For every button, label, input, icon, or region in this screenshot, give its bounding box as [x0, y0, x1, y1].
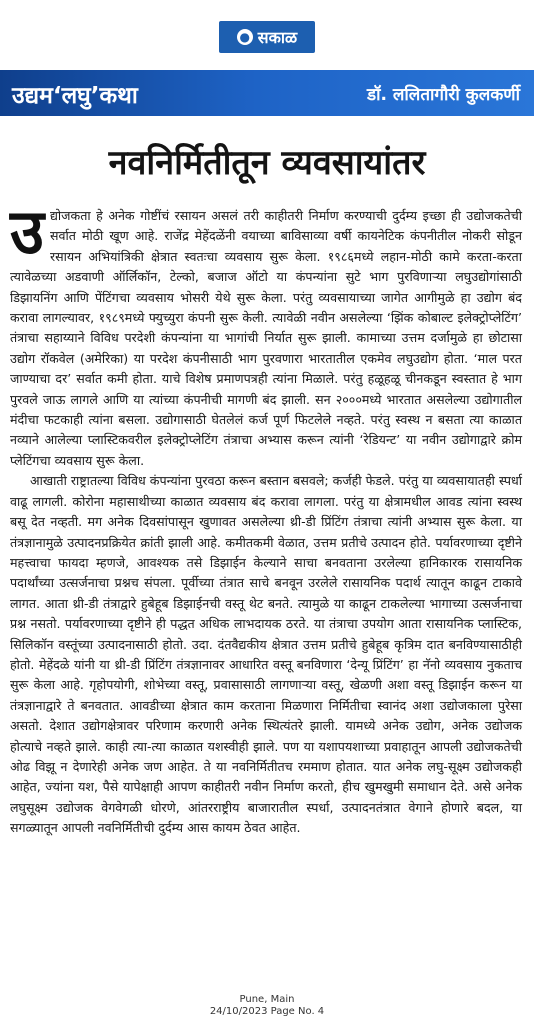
- article-paragraph-1: द्योजकता हे अनेक गोष्टींचं रसायन असलं तरी काहीतरी निर्माण करण्याची दुर्दम्य इच्छा ही उद्योजकतेची सर्वात मोठी खूण आहे. राजेंद्र मेहेंदळेंनी वयाच्या बाविसाव्या वर्षी कायनेटिक कंपनीतील नोकरी सोडून रसायन अभियांत्रिकी क्षेत्रात स्वतःचा व्यवसाय सुरू केला. १९८६मध्ये लहान-मोठी कामे करता-करता त्यावेळच्या अडवाणी ऑर्लिकॉन, टेल्को, बजाज ऑटो या कंपन्यांना सुटे भाग पुरविणाऱ्या लघुउद्योगांसाठी डिझायनिंग आणि पेंटिंगचा व्यवसाय भोसरी येथे सुरू केला. परंतु व्यवसायाच्या जागेत आगीमुळे हा उद्योग बंद करावा लागल्यावर, १९८९मध्ये फ्युच्युरा कंपनी सुरू केली. त्यावेळी नवीन असलेल्या ‘झिंक कोबाल्ट इलेक्ट्रोप्लेटिंग’ तंत्राचा सहाय्याने विविध परदेशी कंपन्यांना या भागांची निर्यात सुरू झाली. कामाच्या उत्तम दर्जामुळे हा छोटासा उद्योग रॉकवेल (अमेरिका) या परदेश कंपनीसाठी भाग पुरवणारा भारतातील एकमेव लघुउद्योग होता. ‘माल परत जाण्याचा दर’ सर्वात कमी होता. याचे विशेष प्रमाणपत्रही त्यांना मिळाले. परंतु हळूहळू चीनकडून स्वस्तात हे भाग पुरवले जाऊ लागले आणि या त्यांच्या कंपनीची मागणी बंद झाली. सन २०००मध्ये भारतात असलेल्या उद्योगातील मंदीचा फटकाही त्यांना बसला. उद्योगासाठी घेतलेलं कर्ज पूर्ण फिटलेले नव्हते. परंतु स्वस्थ न बसता त्या काळात नव्याने आलेल्या प्लास्टिकवरील इलेक्ट्रोप्लेटिंग तंत्राचा अभ्यास करून त्यांनी ‘रेडियन्ट’ या नवीन उद्योगाद्वारे क्रोम प्लेटिंगचा व्यवसाय सुरू केला.: [10, 208, 522, 468]
- column-author: डॉ. ललितागौरी कुलकर्णी: [366, 85, 520, 105]
- sakal-emblem-icon: ●: [237, 29, 253, 45]
- newspaper-logo: [219, 21, 315, 53]
- article-body: [10, 195, 522, 839]
- logo-text: सकाळ: [257, 28, 298, 47]
- article-paragraph-2: आखाती राष्ट्रातल्या विविध कंपन्यांना पुरवठा करून बस्तान बसवले; कर्जही फेडले. परंतु या व्यवसायातही स्पर्धा वाढू लागली. कोरोना महासाथीच्या काळात व्यवसाय बंद करावा लागला. परंतु या क्षेत्रामधील आवड त्यांना स्वस्थ बसू देत नव्हती. मग अनेक दिवसांपासून खुणावत असलेल्या थ्री-डी प्रिंटिंग तंत्राचा त्यांनी अभ्यास सुरू केला. या तंत्रज्ञानामुळे उत्पादनप्रक्रियेत क्रांती झाली आहे. कमीतकमी वेळात, उत्तम प्रतीचे उत्पादन होते. पर्यावरणाच्या दृष्टीने महत्त्वाचा फायदा म्हणजे, आवश्यक तसे डिझाईन केल्याने साचा बनवताना उरलेल्या हानिकारक रासायनिक पदार्थांच्या उत्सर्जनाचा प्रश्नच संपला. पूर्वीच्या तंत्रात साचे बनवून उरलेले रासायनिक पदार्थ त्यातून काढून टाकावे लागत. आता थ्री-डी तंत्राद्वारे हुबेहूब डिझाईनची वस्तू थेट बनते. त्यामुळे या काढून टाकलेल्या भागाच्या उत्सर्जनाचा प्रश्न नसतो. पर्यावरणाच्या दृष्टीने ही पद्धत अधिक लाभदायक ठरते. या तंत्राचा उपयोग आता रासायनिक प्लास्टिक, सिलिकॉन वस्तूंच्या उत्पादनासाठी होतो. उदा. दंतवैद्यकीय क्षेत्रात उत्तम प्रतीचे हुबेहूब कृत्रिम दात बनविण्यासाठीही होतो. मेहेंदळे यांनी या थ्री-डी प्रिंटिंग तंत्रज्ञानावर आधारित वस्तू बनविणारा ‘देन्यू प्रिंटिंग’ हा नॅनो व्यवसाय नुकताच सुरू केला आहे. गृहोपयोगी, शोभेच्या वस्तू, प्रवासासाठी लागणाऱ्या वस्तू, खेळणी अशा वस्तू डिझाईन करून या तंत्रज्ञानाद्वारे ते बनवतात. आवडीच्या क्षेत्रात काम करताना मिळणारा निर्मितीचा स्वानंद अशा उद्योजकाला पुरेसा असतो. देशात उद्योगक्षेत्रावर परिणाम करणारी अनेक स्थित्यंतरे झाली. यामध्ये अनेक उद्योग, अनेक उद्योजक होत्याचे नव्हते झाले. काही त्या-त्या काळात यशस्वीही झाले. पण या यशापयशाच्या प्रवाहातून आपली उद्योजकतेची ओढ विझू न देणारेही अनेक जण आहेत. ते या नवनिर्मितीतच रममाण होतात. यात अनेक लघु-सूक्ष्म उद्योजकही आहेत, ज्यांना यश, पैसे यापेक्षाही आपण काहीतरी नवीन निर्माण करतो, हीच खुमखुमी समाधान देते. असे अनेक लघुसूक्ष्म उद्योजक वेगवेगळी धोरणे, आंतरराष्ट्रीय बाजारातील स्पर्धा, उत्पादनतंत्रात वेगाने होणारे बदल, या सगळ्यातून आपली नवनिर्मितीची दुर्दम्य आस कायम ठेवत आहेत.: [10, 473, 522, 836]
- column-title: उद्यम‘लघु’कथा: [12, 83, 138, 109]
- footer-edition: Pune, Main: [239, 994, 295, 1005]
- article-headline: नवनिर्मितीतून व्यवसायांतर: [108, 143, 426, 183]
- drop-cap: उ: [10, 195, 44, 268]
- column-header-bar: [0, 70, 534, 116]
- page-footer: [0, 994, 534, 1018]
- footer-date-page: 24/10/2023 Page No. 4: [209, 1006, 325, 1017]
